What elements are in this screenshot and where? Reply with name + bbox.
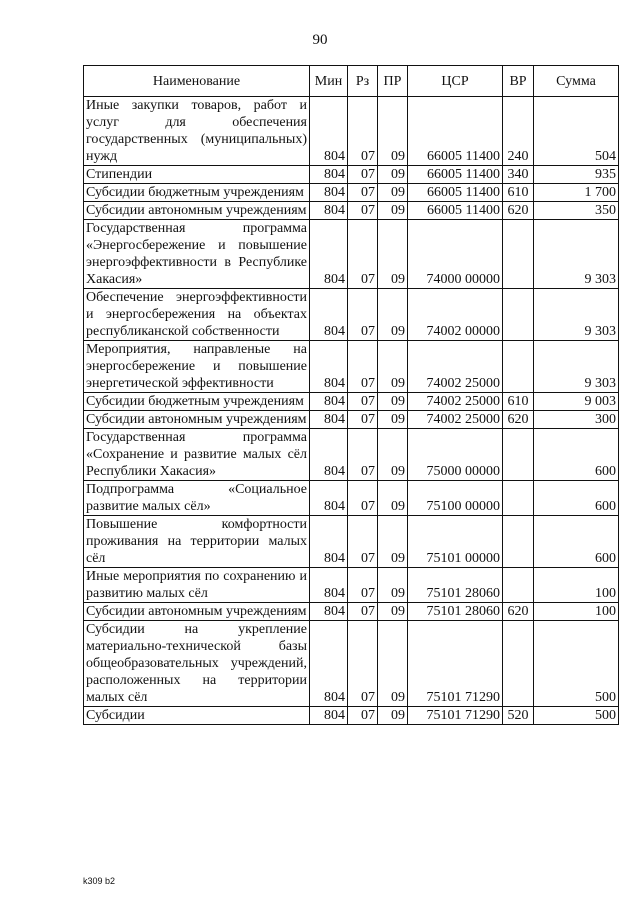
column-header-vr: ВР <box>503 66 534 97</box>
cell-csr: 66005 11400 <box>408 97 503 166</box>
cell-sum: 100 <box>534 603 619 621</box>
cell-rz: 07 <box>348 603 378 621</box>
cell-pr: 09 <box>378 429 408 481</box>
cell-name: Субсидии <box>84 707 310 725</box>
cell-csr: 75101 28060 <box>408 603 503 621</box>
cell-min: 804 <box>310 603 348 621</box>
cell-name: Субсидии бюджетным учреждениям <box>84 184 310 202</box>
cell-pr: 09 <box>378 220 408 289</box>
cell-sum: 9 003 <box>534 393 619 411</box>
cell-name: Иные закупки товаров, работ и услуг для обеспечения государственных (муниципальных) нужд <box>84 97 310 166</box>
table-row <box>84 341 619 393</box>
column-header-pr: ПР <box>378 66 408 97</box>
cell-pr: 09 <box>378 568 408 603</box>
cell-min: 804 <box>310 166 348 184</box>
cell-vr: 620 <box>503 202 534 220</box>
table-row <box>84 184 619 202</box>
cell-name: Мероприятия, направленые на энергосбережение и повышение энергетической эффективности <box>84 341 310 393</box>
cell-csr: 74002 00000 <box>408 289 503 341</box>
cell-rz: 07 <box>348 202 378 220</box>
cell-csr: 74002 25000 <box>408 411 503 429</box>
table-row <box>84 707 619 725</box>
cell-rz: 07 <box>348 568 378 603</box>
cell-min: 804 <box>310 621 348 707</box>
cell-sum: 504 <box>534 97 619 166</box>
cell-vr: 520 <box>503 707 534 725</box>
table-row <box>84 568 619 603</box>
cell-pr: 09 <box>378 481 408 516</box>
cell-min: 804 <box>310 568 348 603</box>
cell-pr: 09 <box>378 184 408 202</box>
cell-rz: 07 <box>348 97 378 166</box>
table-row <box>84 603 619 621</box>
cell-name: Иные мероприятия по сохранению и развитию малых сёл <box>84 568 310 603</box>
cell-pr: 09 <box>378 516 408 568</box>
cell-min: 804 <box>310 393 348 411</box>
cell-pr: 09 <box>378 202 408 220</box>
cell-vr <box>503 220 534 289</box>
cell-pr: 09 <box>378 97 408 166</box>
cell-name: Стипендии <box>84 166 310 184</box>
cell-min: 804 <box>310 707 348 725</box>
cell-csr: 66005 11400 <box>408 184 503 202</box>
table-row <box>84 429 619 481</box>
table-row <box>84 220 619 289</box>
cell-name: Субсидии на укрепление материально-технической базы общеобразовательных учреждений, расположенных на территории малых сёл <box>84 621 310 707</box>
cell-csr: 75000 00000 <box>408 429 503 481</box>
cell-csr: 75101 28060 <box>408 568 503 603</box>
cell-min: 804 <box>310 429 348 481</box>
column-header-min: Мин <box>310 66 348 97</box>
table-row <box>84 289 619 341</box>
cell-csr: 75100 00000 <box>408 481 503 516</box>
table-row <box>84 621 619 707</box>
table-row <box>84 481 619 516</box>
cell-sum: 9 303 <box>534 341 619 393</box>
cell-vr: 240 <box>503 97 534 166</box>
cell-sum: 500 <box>534 621 619 707</box>
table-row <box>84 166 619 184</box>
cell-csr: 66005 11400 <box>408 202 503 220</box>
cell-sum: 1 700 <box>534 184 619 202</box>
cell-min: 804 <box>310 411 348 429</box>
cell-min: 804 <box>310 202 348 220</box>
table-header-row <box>84 66 619 97</box>
cell-vr: 340 <box>503 166 534 184</box>
cell-rz: 07 <box>348 220 378 289</box>
cell-name: Повышение комфортности проживания на территории малых сёл <box>84 516 310 568</box>
table-row <box>84 516 619 568</box>
table-row <box>84 393 619 411</box>
cell-rz: 07 <box>348 707 378 725</box>
cell-vr <box>503 481 534 516</box>
cell-vr <box>503 568 534 603</box>
cell-sum: 500 <box>534 707 619 725</box>
cell-pr: 09 <box>378 621 408 707</box>
cell-vr <box>503 621 534 707</box>
cell-csr: 75101 71290 <box>408 621 503 707</box>
cell-pr: 09 <box>378 411 408 429</box>
cell-min: 804 <box>310 516 348 568</box>
cell-vr: 620 <box>503 603 534 621</box>
cell-name: Обеспечение энергоэффективности и энергосбережения на объектах республиканской собственности <box>84 289 310 341</box>
column-header-rz: Рз <box>348 66 378 97</box>
column-header-name: Наименование <box>84 66 310 97</box>
footer-code: k309 b2 <box>83 876 116 886</box>
cell-vr <box>503 289 534 341</box>
cell-vr: 610 <box>503 184 534 202</box>
table-row <box>84 202 619 220</box>
cell-sum: 350 <box>534 202 619 220</box>
cell-csr: 75101 71290 <box>408 707 503 725</box>
cell-name: Субсидии автономным учреждениям <box>84 411 310 429</box>
cell-name: Субсидии автономным учреждениям <box>84 202 310 220</box>
cell-name: Субсидии автономным учреждениям <box>84 603 310 621</box>
cell-min: 804 <box>310 341 348 393</box>
cell-sum: 600 <box>534 516 619 568</box>
cell-rz: 07 <box>348 393 378 411</box>
cell-rz: 07 <box>348 341 378 393</box>
cell-min: 804 <box>310 184 348 202</box>
cell-sum: 9 303 <box>534 289 619 341</box>
cell-min: 804 <box>310 481 348 516</box>
cell-sum: 9 303 <box>534 220 619 289</box>
cell-min: 804 <box>310 220 348 289</box>
cell-vr: 620 <box>503 411 534 429</box>
cell-vr <box>503 341 534 393</box>
cell-csr: 66005 11400 <box>408 166 503 184</box>
column-header-csr: ЦСР <box>408 66 503 97</box>
cell-pr: 09 <box>378 707 408 725</box>
cell-vr <box>503 429 534 481</box>
cell-rz: 07 <box>348 166 378 184</box>
table-row <box>84 411 619 429</box>
cell-rz: 07 <box>348 289 378 341</box>
cell-min: 804 <box>310 289 348 341</box>
cell-rz: 07 <box>348 184 378 202</box>
cell-vr <box>503 516 534 568</box>
cell-sum: 600 <box>534 429 619 481</box>
cell-pr: 09 <box>378 603 408 621</box>
cell-rz: 07 <box>348 429 378 481</box>
cell-sum: 300 <box>534 411 619 429</box>
cell-rz: 07 <box>348 516 378 568</box>
cell-name: Субсидии бюджетным учреждениям <box>84 393 310 411</box>
table-row <box>84 97 619 166</box>
cell-rz: 07 <box>348 481 378 516</box>
cell-rz: 07 <box>348 411 378 429</box>
cell-sum: 100 <box>534 568 619 603</box>
cell-rz: 07 <box>348 621 378 707</box>
cell-pr: 09 <box>378 393 408 411</box>
budget-table <box>83 65 619 725</box>
cell-pr: 09 <box>378 341 408 393</box>
cell-csr: 75101 00000 <box>408 516 503 568</box>
cell-name: Подпрограмма «Социальное развитие малых сёл» <box>84 481 310 516</box>
cell-min: 804 <box>310 97 348 166</box>
cell-sum: 600 <box>534 481 619 516</box>
page-number: 90 <box>312 32 328 48</box>
cell-pr: 09 <box>378 166 408 184</box>
cell-csr: 74000 00000 <box>408 220 503 289</box>
cell-vr: 610 <box>503 393 534 411</box>
cell-name: Государственная программа «Энергосбережение и повышение энергоэффективности в Республике Хакасия» <box>84 220 310 289</box>
column-header-sum: Сумма <box>534 66 619 97</box>
cell-pr: 09 <box>378 289 408 341</box>
cell-csr: 74002 25000 <box>408 341 503 393</box>
cell-sum: 935 <box>534 166 619 184</box>
cell-csr: 74002 25000 <box>408 393 503 411</box>
cell-name: Государственная программа «Сохранение и развитие малых сёл Республики Хакасия» <box>84 429 310 481</box>
